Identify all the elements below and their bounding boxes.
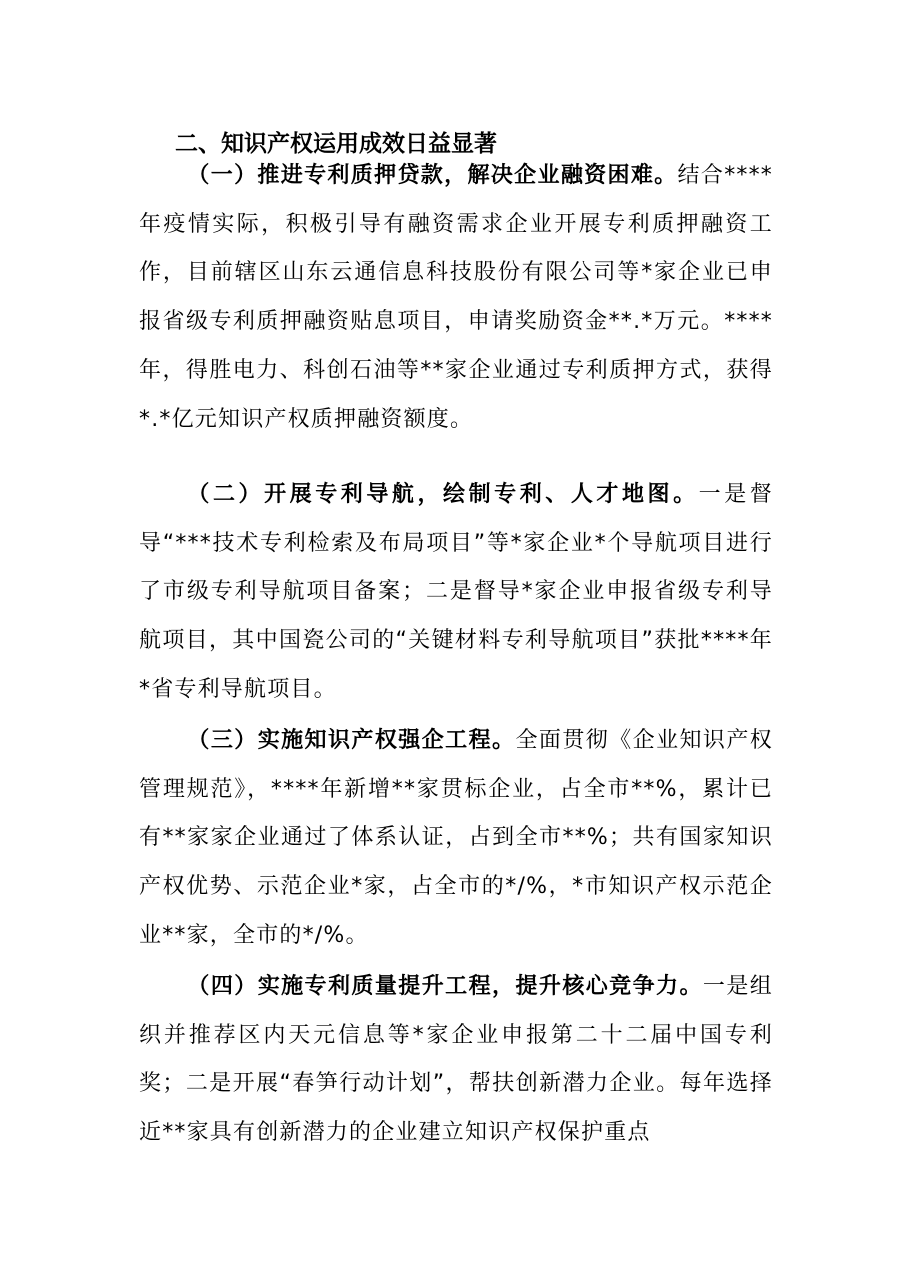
paragraph-body: 一是组织并推荐区内天元信息等*家企业申报第二十二届中国专利奖；二是开展“春笋行动计划”，帮扶创新潜力企业。每年选择近**家具有创新潜力的企业建立知识产权保护重点: [139, 974, 773, 1146]
section-heading: 二、知识产权运用成效日益显著: [175, 131, 497, 157]
paragraph-lead: （一）推进专利质押贷款，解决企业融资困难。: [187, 163, 678, 188]
paragraph-body: 一是督导“***技术专利检索及布局项目”等*家企业*个导航项目进行了市级专利导航项目备案；二是督导*家企业申报省级专利导航项目，其中国瓷公司的“关键材料专利导航项目”获批****年*省专利导航项目。: [139, 482, 773, 702]
paragraph-lead: （四）实施专利质量提升工程，提升核心竞争力。: [187, 974, 703, 999]
paragraph-lead: （三）实施知识产权强企工程。: [187, 728, 516, 753]
paragraph-ip-strong-enterprise: [139, 717, 773, 961]
paragraph-body: 结合****年疫情实际，积极引导有融资需求企业开展专利质押融资工作，目前辖区山东云通信息科技股份有限公司等*家企业已申报省级专利质押融资贴息项目，申请奖励资金**.*万元。****年，得胜电力、科创石油等**家企业通过专利质押方式，获得*.*亿元知识产权质押融资额度。: [139, 163, 774, 432]
paragraph-patent-quality: [139, 963, 773, 1158]
paragraph-patent-pledge-loans: [139, 152, 773, 444]
paragraph-patent-navigation: [139, 471, 773, 715]
paragraph-body: 全面贯彻《企业知识产权管理规范》，****年新增**家贯标企业，占全市**%，累计已有**家家企业通过了体系认证，占到全市**%；共有国家知识产权优势、示范企业*家，占全市的*/%，*市知识产权示范企业**家，全市的*/%。: [139, 728, 774, 948]
paragraph-lead: （二）开展专利导航，绘制专利、人才地图。: [187, 482, 699, 507]
